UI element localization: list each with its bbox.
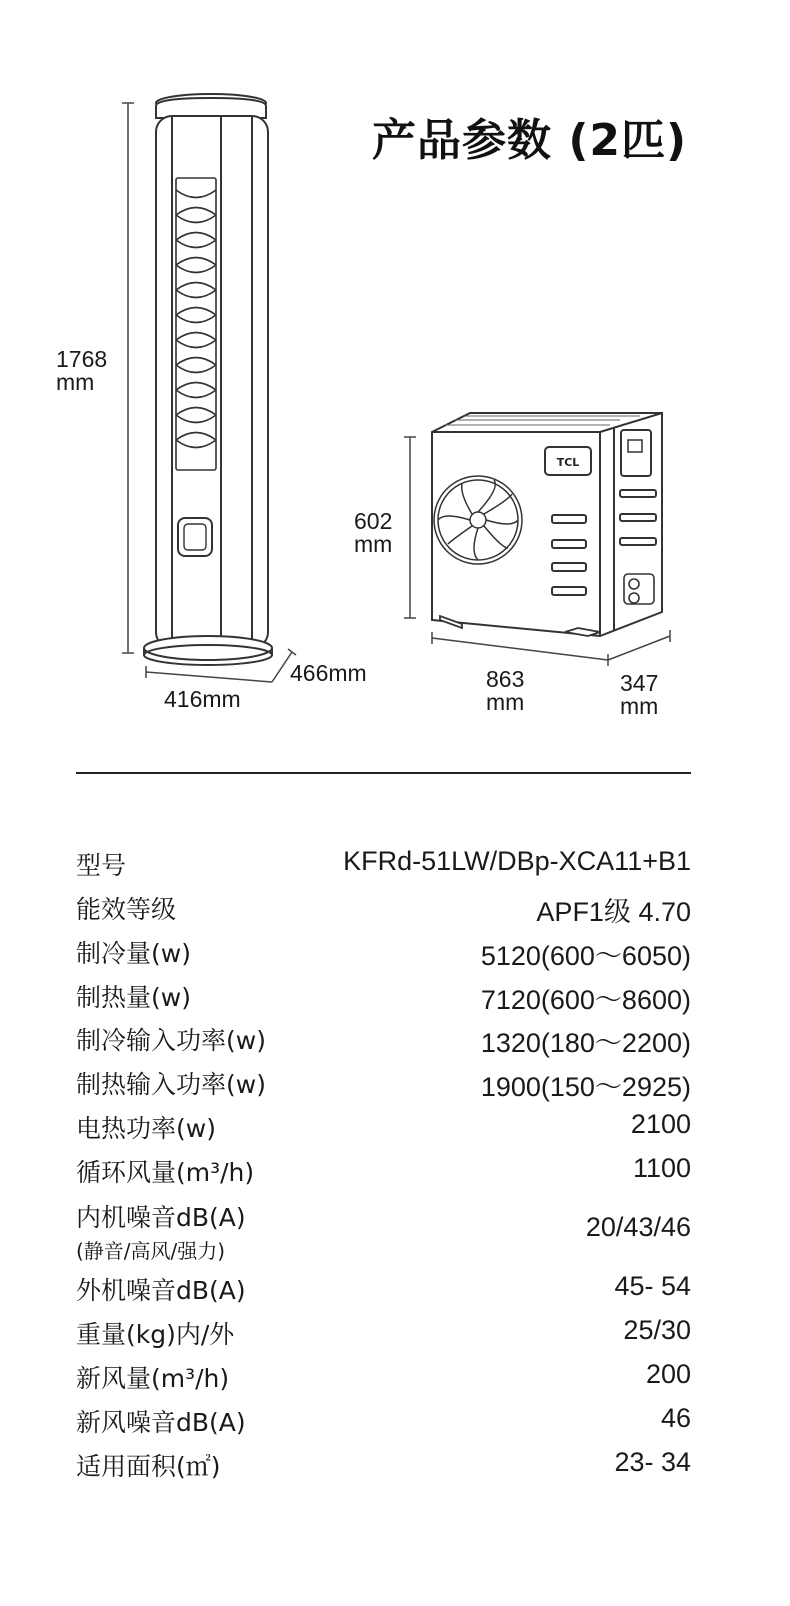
spec-value: 46 <box>660 1403 691 1433</box>
spec-label: 新风噪音dB(A) <box>76 1408 246 1437</box>
valve-connectors <box>624 574 654 604</box>
outdoor-height-unit: mm <box>354 531 393 557</box>
outdoor-terminal-cover <box>621 430 651 476</box>
outdoor-depth-label <box>620 672 658 718</box>
spec-label-main: 内机噪音dB(A) <box>76 1203 246 1232</box>
spec-label <box>76 1198 246 1264</box>
outdoor-width-unit: mm <box>486 689 525 715</box>
indoor-height-label <box>56 348 107 394</box>
spec-label: 制冷量(w) <box>76 939 191 968</box>
spec-row-indoor-noise <box>76 1198 691 1263</box>
spec-label: 循环风量(m³/h) <box>76 1158 255 1187</box>
indoor-depth-label: 466mm <box>290 660 367 686</box>
spec-value: 20/43/46 <box>585 1212 691 1242</box>
spec-value: 200 <box>645 1359 691 1389</box>
spec-value: APF1级 4.70 <box>536 897 691 927</box>
spec-label-sub: (静音/高风/强力) <box>76 1239 226 1263</box>
outdoor-width-label <box>486 668 524 714</box>
spec-label: 电热功率(w) <box>76 1114 216 1143</box>
product-illustration <box>0 0 790 760</box>
indoor-height-unit: mm <box>56 369 95 395</box>
spec-value: 45- 54 <box>614 1271 691 1301</box>
spec-value: 2100 <box>630 1109 691 1139</box>
spec-label: 制冷输入功率(w) <box>76 1026 266 1055</box>
outdoor-height-dimension-line <box>404 437 416 618</box>
indoor-width-label: 416mm <box>164 686 241 712</box>
spec-value: 25/30 <box>623 1315 691 1345</box>
outdoor-height-label <box>354 510 392 556</box>
spec-value: 23- 34 <box>614 1447 691 1477</box>
page-title: 产品参数 (2匹) <box>372 115 688 166</box>
spec-label: 制热量(w) <box>76 983 191 1012</box>
brand-logo: TCL <box>556 456 580 469</box>
spec-value: 1320(180～2200) <box>480 1028 691 1058</box>
outdoor-depth-unit: mm <box>620 693 659 719</box>
spec-value: 7120(600～8600) <box>480 985 691 1015</box>
spec-value: 5120(600～6050) <box>480 941 691 971</box>
outdoor-width-value: 863 <box>486 666 525 692</box>
spec-label: 新风量(m³/h) <box>76 1364 230 1393</box>
spec-label: 能效等级 <box>76 895 177 924</box>
outdoor-depth-value: 347 <box>620 670 659 696</box>
indoor-width-dimension-line <box>146 666 272 682</box>
spec-label: 外机噪音dB(A) <box>76 1276 246 1305</box>
spec-value: 1100 <box>632 1153 691 1183</box>
indoor-height-value: 1768 <box>56 346 108 372</box>
indoor-height-dimension-line <box>122 103 134 653</box>
spec-label: 制热输入功率(w) <box>76 1070 266 1099</box>
section-divider <box>76 772 691 774</box>
indoor-grille <box>176 178 216 470</box>
spec-label: 适用面积(㎡) <box>76 1452 221 1481</box>
spec-label: 重量(kg)内/外 <box>76 1320 235 1349</box>
outdoor-height-value: 602 <box>354 508 393 534</box>
spec-label: 型号 <box>76 851 127 880</box>
outdoor-width-dimension-line <box>432 632 608 666</box>
spec-value: 1900(150～2925) <box>480 1072 691 1102</box>
outdoor-depth-dimension-line <box>608 630 670 660</box>
spec-value: KFRd-51LW/DBp-XCA11+B1 <box>343 846 691 876</box>
